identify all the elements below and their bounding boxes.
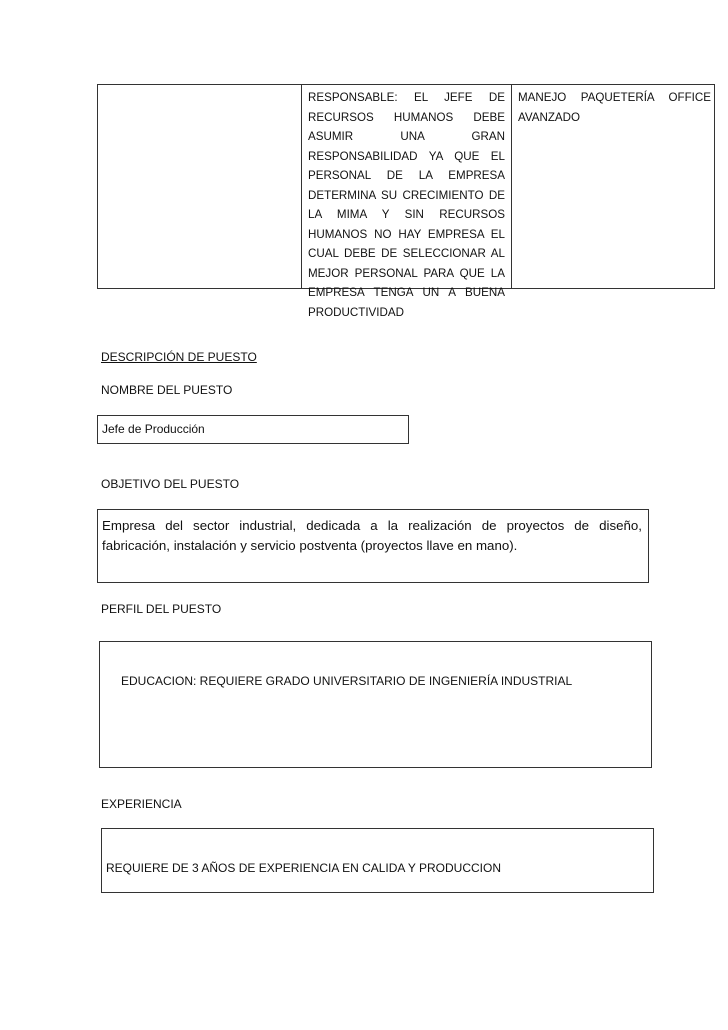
table-cell-responsable bbox=[302, 85, 512, 319]
experiencia-value: REQUIERE DE 3 AÑOS DE EXPERIENCIA EN CALIDA Y PRODUCCION bbox=[106, 861, 501, 875]
label-perfil-puesto: PERFIL DEL PUESTO bbox=[101, 602, 222, 616]
responsibilities-table bbox=[97, 84, 715, 319]
skills-text: MANEJO PAQUETERÍA OFFICE AVANZADO bbox=[518, 91, 711, 124]
label-nombre-puesto: NOMBRE DEL PUESTO bbox=[101, 383, 233, 397]
perfil-puesto-value: EDUCACION: REQUIERE GRADO UNIVERSITARIO DE INGENIERÍA INDUSTRIAL bbox=[121, 674, 573, 688]
experiencia-box bbox=[101, 828, 654, 893]
label-experiencia: EXPERIENCIA bbox=[101, 797, 182, 811]
label-objetivo-puesto: OBJETIVO DEL PUESTO bbox=[101, 477, 240, 491]
table-cell-skills bbox=[512, 85, 714, 288]
objetivo-puesto-box bbox=[97, 509, 649, 583]
nombre-puesto-value: Jefe de Producción bbox=[102, 422, 205, 436]
responsable-text: RESPONSABLE: EL JEFE DE RECURSOS HUMANOS DEBE ASUMIR UNA GRAN RESPONSABILIDAD YA QUE EL PERSONAL DE LA EMPRESA DETERMINA SU CRECIMIENTO DE LA MIMA Y SIN RECURSOS HUMANOS NO HAY EMPRESA EL CUAL DEBE DE SELECCIONAR AL MEJOR PERSONAL PARA QUE LA EMPRESA TENGA UN A BUENA PRODUCTIVIDAD bbox=[308, 91, 505, 319]
nombre-puesto-box bbox=[97, 415, 409, 444]
objetivo-puesto-value: Empresa del sector industrial, dedicada a la realización de proyectos de diseño, fabricación, instalación y servicio postventa (proyectos llave en mano). bbox=[102, 518, 642, 553]
perfil-puesto-box bbox=[99, 641, 652, 768]
section-title-descripcion: DESCRIPCIÓN DE PUESTO bbox=[101, 350, 257, 364]
table-cell-empty bbox=[98, 85, 302, 288]
